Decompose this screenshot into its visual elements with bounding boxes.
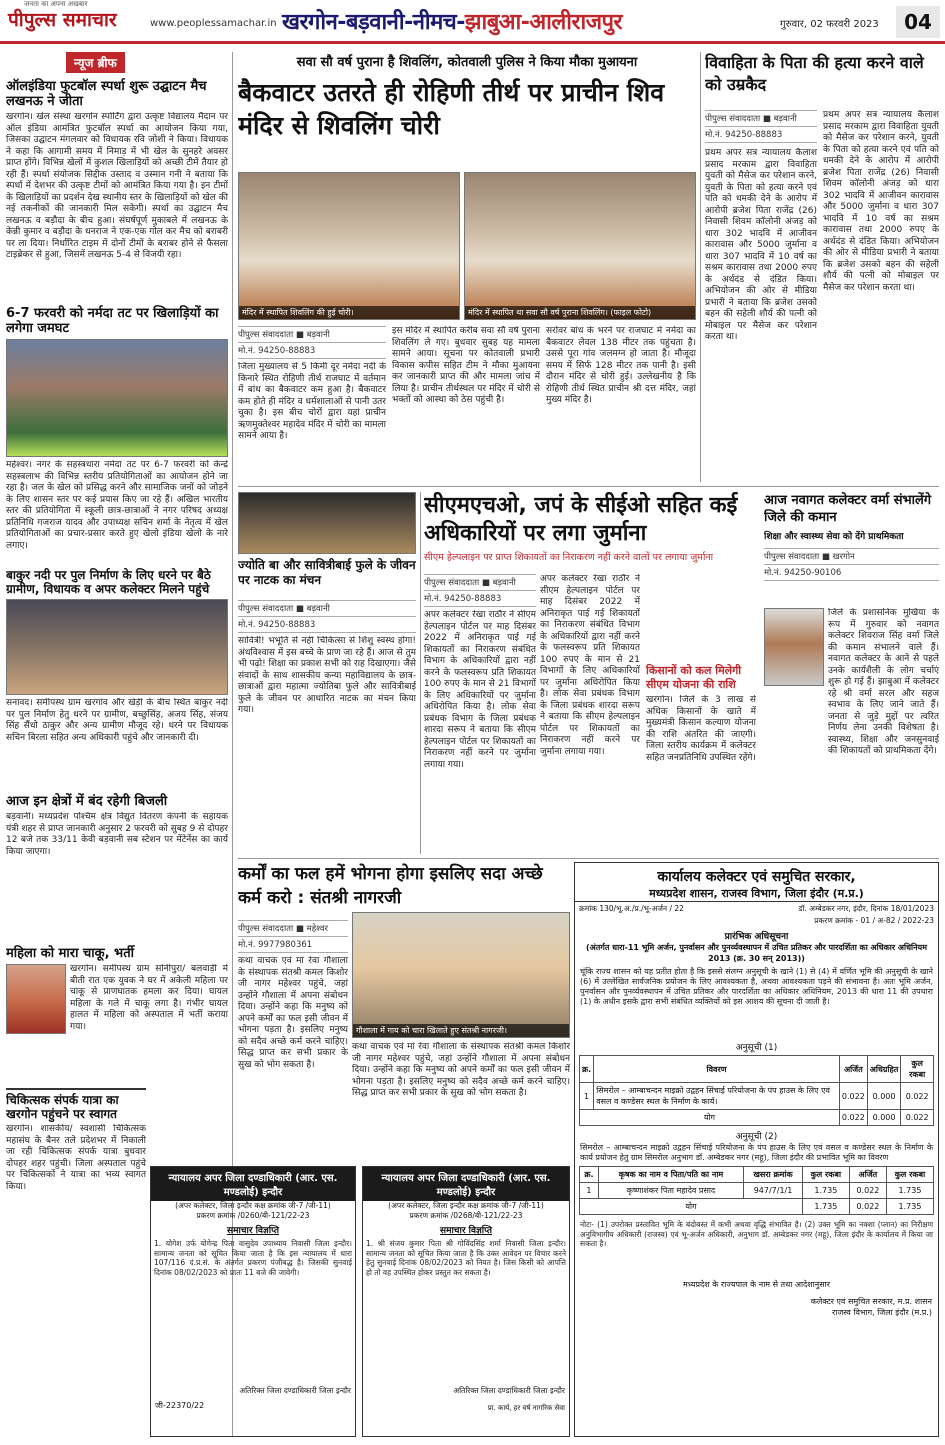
schedule-1-title: अनुसूची (1) <box>735 1043 778 1053</box>
schedule-2-title: अनुसूची (2) <box>735 1132 778 1142</box>
court-notice-1-heading: समाचार विज्ञप्ति <box>227 1226 279 1236</box>
shivling-photo-1 <box>238 172 460 320</box>
court-notice-1-case: प्रकरण क्रमांक /0260/बी-121/22-23 <box>196 1211 310 1220</box>
court-notice-1-title: न्यायालय अपर जिला दण्डाधिकारी (आर. एस. मण्डलोई) इन्दौर <box>151 1167 355 1201</box>
photo-caption-2: मंदिर में स्थापित था सवा सौ वर्ष पुराना शिवलिंग। (फाइल फोटो) <box>465 306 695 319</box>
page-number: 04 <box>896 6 940 38</box>
lead-story <box>238 52 696 482</box>
lead-body-1: जिला मुख्यालय से 5 किमी दूर नर्मदा नदी के किनारे स्थित रोहिणी तीर्थ राजघाट में वर्तमान में बांध का बैकवाटर कम हुआ है। बैकवाटर कम होते ही मंदिर व धर्मशालाओं से पानी उतर चुका है। इस बीच चोरों द्वारा यहां प्राचीन ऋणमुक्तेश्वर महादेव मंदिर में चोरी का मामला सामने आया है। <box>238 362 386 441</box>
land-acquisition-notice <box>574 862 939 1437</box>
brief-body-1: खरगोन। खेल संस्था खरगोन स्पोर्टिंग द्वारा उत्कृष्ट विद्यालय मैदान पर ऑल इंडिया आमंत्रित फुटबॉल स्पर्धा का आयोजन किया गया, जिसका उद्घाटन मंगलवार को विधायक रवि जोशी ने किया। विधायक ने कहा कि आगामी समय में निमाड़ में भी खेल के सुनहरे अवसर प्राप्त होंगे। विभिन्न खेलों में कुशल खिलाड़ियों को अच्छी टीमें तैयार हो रही हैं। स्पर्धा संयोजक सिद्दीक उस्ताद व उस्मान गनी ने बताया कि स्पर्धा में देशभर की उत्कृष्ट टीमों को आमंत्रित किया गया है। इन टीमों के खिलाड़ियों का प्रदर्शन देख स्थानीय स्तर के खिलाड़ियों को खेल की नई तकनीकों की जानकारी मिल सकेगी। स्पर्धा का उद्घाटन मैच लखनऊ व बड़ौदा के बीच हुआ। संघर्षपूर्ण मुकाबले में लखनऊ के केन्नी कुमार व बड़ौदा के धनराज ने एक-एक गोल कर मैच को बराबरी पर ला दिया। निर्धारित टाइम में दोनों टीमों के बराबर होने से फैसला टाइब्रेकर से हुआ, जिसमें लखनऊ 5-4 से विजयी रहा। <box>6 112 228 260</box>
brief-body-3: सनावद। समीपस्थ ग्राम खरगांव और खेड़ी के बीच स्थित बाकुर नदी पर पुल निर्माण हेतु धरने पर ग्रामीण, बच्छुसिंह, अजय सिंह, संजय सिंह सैंधो ठाकुर और अन्य ग्रामीण मौजूद रहे। धरने पर विधायक सचिन बिरला सहित अन्य अधिकारी पहुंचे और जानकारी दी। <box>6 698 228 743</box>
collector-portrait <box>764 608 824 686</box>
court-notice-2-heading: समाचार विज्ञप्ति <box>440 1226 492 1236</box>
brief-headline-2: 6-7 फरवरी को नर्मदा तट पर खिलाड़ियों का लगेगा जमघट <box>6 306 219 336</box>
fine-byline: पीपुल्स संवाददाता ■ बड़वानी <box>424 574 536 591</box>
court-notice-2-sign: अतिरिक्त जिला दण्डाधिकारी जिला इन्दौर <box>453 1386 565 1395</box>
table-header: क्र. <box>580 1056 594 1083</box>
fine-body: अपर कलेक्टर रेखा राठौर ने सीएम हेल्पलाइन पोर्टल पर माह दिसंबर 2022 में अनिराकृत पाई गई शिकायतों का निराकरण संबंधित विभाग के अधिकारियों द्वारा नहीं करने के फलस्वरूप प्रति शिकायत 100 रुपए के मान से 21 विभागों के लिए अधिकारियों पर जुर्माना अधिरोपित किया है। लोक सेवा प्रबंधक विभाग के जिला प्रबंधक शारदा सरूप ने बताया कि सीएम हेल्पलाइन पोर्टल पर शिकायतों का निराकरण नहीं करने पर जुर्माना लगाया गया। <box>424 610 536 770</box>
court-notice-2-body: 1. श्री संजय कुमार पिता श्री गोविंदसिंह शर्मा निवासी जिला इन्दौर। सामान्य जनता को सूचित किया जाता है कि उक्त आवेदन पर विचार करने हेतु सुनवाई दिनांक 08/02/2023 को नियत है। जिस किसी को आपत्ति हो तो वह उपस्थित होकर प्रस्तुत कर सकता है। <box>366 1239 566 1277</box>
section-divider <box>238 486 939 487</box>
brief-headline-3: बाकुर नदी पर पुल निर्माण के लिए धरने पर बैठे ग्रामीण, विधायक व अपर कलेक्टर मिलने पहुंचे <box>6 568 211 596</box>
brief-body-2: महेश्वर। नगर के सहस्त्रधारा नर्मदा तट पर 6-7 फरवरी को केन्द्रे सहस्त्रलाभ की विभिन्न स्तरीय प्रतियोगिताओं का आयोजन होने जा रहा है। जल के खेल को प्रसिद्ध करने और सामाजिक जनों को जोड़ने के लिए शासन स्तर पर कई प्रयास किए जा रहे हैं। अखिल भारतीय स्तर की प्रतियोगिता में स्कूली छात्र-छात्राओं ने नगर परिषद अध्यक्ष प्रतिनिधि गजराज यादव और उपाध्यक्ष सचिन शर्मा के नेतृत्व में खेल प्रतियोगिताओं का प्रचार-प्रसार करते हुए खेलो इंडिया खेलो के नारे लगाए। <box>6 460 228 551</box>
collector-headline: आज नवागत कलेक्टर वर्मा संभालेंगे जिले की कमान <box>764 493 932 525</box>
murder-story <box>705 52 939 482</box>
saint-photo-caption: गौशाला में गाय को चारा खिलाते हुए संतश्री नागरजी। <box>353 1024 569 1037</box>
lead-mobile: मो.नं. 94250-88883 <box>238 343 386 359</box>
lead-body-3: सरोवर बांध के भरने पर राजघाट में नर्मदा का बैकवाटर लेवल 138 मीटर तक पहुंचता है। उससे पूरा गांव जलमग्न हो जाता है। मौजूदा समय में सिर्फ 128 मीटर तक पानी है। इसी दौरान मंदिर से चोरी हुई। उल्लेखनीय है कि रोहिणी तीर्थ स्थित प्राचीन श्री दत्त मंदिर, जहां मुख्य मंदिर है। <box>546 326 696 405</box>
notice-subtext: (अंतर्गत धारा-11 भूमि अर्जन, पुनर्वासन और पुनर्व्यवस्थापन में उचित प्रतिकर और पारदर्शिता का अधिकार अधिनियम 2013 (क्र. 30 सन् 2013)) <box>586 943 927 963</box>
brief-headline-4: आज इन क्षेत्रों में बंद रहेगी बिजली <box>6 794 168 809</box>
drama-mobile: मो.नं. 94250-88883 <box>238 617 416 633</box>
court-notice-2-stamp: प्रा. कार्य, हर वर्ष नागरिक सेवा <box>487 1404 565 1412</box>
notice-case-number: प्रकरण क्रमांक - 01 / अ-82 / 2022-23 <box>814 916 934 925</box>
photo-caption-1: मंदिर में स्थापित शिवलिंग की हुई चोरी। <box>239 306 459 319</box>
website-link[interactable]: www.peoplessamachar.in <box>150 18 277 29</box>
lead-byline: पीपुल्स संवाददाता ■ बड़वानी <box>238 326 386 343</box>
murder-headline: विवाहिता के पिता की हत्या करने वाले को उम्रकैद <box>705 53 924 94</box>
notice-footer: मध्यप्रदेश के राज्यपाल के नाम से तथा आदेशानुसार <box>683 1280 830 1289</box>
collector-mobile: मो.नं. 94250-90106 <box>764 565 939 581</box>
table-header: अर्जित <box>839 1056 867 1083</box>
schedule-2-table: क्र. कृषक का नाम व पिता/पति का नाम खसरा क्रमांक कुल रकबा अर्जित कुल रकबा 1 कृष्णाशंकर पिता महादेव प्रसाद 947/7/1/1 1.735 0.022 1.735 योग 1.735 0.022 1.735 <box>579 1166 934 1215</box>
court-notice-1-sub: (अपर कलेक्टर, जिला इन्दौर कक्ष क्रमांक जी-7 /जी-11) <box>175 1201 331 1210</box>
section-divider <box>238 858 939 859</box>
newspaper-logo: जनता का अपना अखबार पीपुल्स समाचार <box>8 0 117 31</box>
kisan-body: खरगोन। जिले के 3 लाख से अधिक किसानों के खाते में मुख्यमंत्री किसान कल्याण योजना की राशि अंतरित की जाएगी। जिला स्तरीय कार्यक्रम में कलेक्टर सहित जनप्रतिनिधि उपस्थित रहेंगे। <box>646 695 756 763</box>
brief-body-4: बड़वानी। मध्यप्रदेश पश्चिम क्षेत्र विद्युत वितरण कंपनी के सहायक यंत्री शहर से प्राप्त जानकारी अनुसार 2 फरवरी को सुबह 9 से दोपहर 12 बजे तक 33/11 केवी बड़वानी सब स्टेशन पर मेंटेनेंस का कार्य किया जाएगा। <box>6 812 228 857</box>
table-total-row: योग 1.735 0.022 1.735 <box>580 1199 934 1215</box>
court-notice-2-sub: (अपर कलेक्टर, जिला इन्दौर कक्ष क्रमांक जी-7 /जी-11) <box>388 1201 544 1210</box>
court-notice-1-body: 1. योगेश उर्फ योगेन्द्र पिता वासुदेव उपाध्याय निवासी जिला इन्दौर। सामान्य जनता को सूचित किया जाता है कि इस न्यायालय में धारा 107/116 दं.प्र.सं. के अंतर्गत प्रकरण पंजीबद्ध है। जिसकी सुनवाई दिनांक 08/02/2023 को प्रातः 11 बजे की जावेगी। <box>154 1239 352 1277</box>
table-row: 1 सिमरोल – आम्बाचन्दन माइक्रो उद्वहन सिंचाई परियोजना के पंप हाउस के लिए एवं वसल व कण्डेसर स्थल के निर्माण के कार्य। 0.022 0.000 0.022 <box>580 1083 934 1110</box>
notice-date: डॉ. अम्बेडकर नगर, इंदौर, दिनांक 18/01/2023 <box>798 904 934 913</box>
notice-sign-2: राजस्व विभाग, जिला इंदौर (म.प्र.) <box>832 1308 932 1317</box>
table-header: विवरण <box>594 1056 840 1083</box>
saint-body-cont: कथा वाचक एवं मां रेवा गौशाला के संस्थापक संतश्री कमल किशोर जी नागर महेश्वर पहुंचे, जहां उन्होंने गौशाला में अपना संबोधन दिया। उन्होंने कहा कि मनुष्य को अपने कर्मों का फल इसी जीवन में भोगना पड़ता है। इसलिए मनुष्य को सदैव अच्छे कर्म करने चाहिए। सिद्ध प्राप्त कर सभी प्रकार के सुख को भोग सकता है। <box>352 1042 570 1098</box>
table-header: कुल रकबा <box>901 1056 934 1083</box>
lead-headline: बैकवाटर उतरते ही रोहिणी तीर्थ पर प्राचीन शिव मंदिर से शिवलिंग चोरी <box>238 78 665 140</box>
saint-cow-photo <box>352 912 570 1038</box>
brief-headline-6: चिकित्सक संपर्क यात्रा का खरगोन पहुंचने पर स्वागत <box>6 1088 146 1121</box>
court-notice-1-code: जी-22370/22 <box>155 1401 205 1410</box>
court-notice-2-title: न्यायालय अपर जिला दण्डाधिकारी (आर. एस. मण्डलोई) इन्दौर <box>363 1167 569 1201</box>
edition-title: खरगोन-बड़वानी-नीमच-झाबुआ-आलीराजपुर <box>282 10 623 35</box>
brief-body-5: खरगोन। समीपस्थ ग्राम सोनीपुरा/ बलवाड़ी में बीती रात एक युवक ने घर में अकेली महिला पर चाकू से प्राणघातक हमला कर दिया। घायल महिला के गले में चाकू लगा है। गंभीर घायल हालत में महिला को अस्पताल में भर्ती कराया गया। <box>70 964 228 1032</box>
logo-tagline: जनता का अपना अखबार <box>24 0 88 8</box>
column-divider <box>700 52 701 482</box>
notice-subhead: प्रारंभिक अधिसूचना <box>724 932 789 942</box>
court-notice-2 <box>362 1166 570 1437</box>
collector-body: जिले के प्रशासनिक मुखिया के रूप में गुरुवार को नवागत कलेक्टर शिवराज सिंह वर्मा जिले की कमान संभालने वाले हैं। नवागत कलेक्टर के आने से पहले उनके कार्यशैली के लोग चर्चाएं शुरू हो गई हैं। झाबुआ में कलेक्टर रहे श्री वर्मा सरल और सहज स्वभाव के लिए जाने जाते हैं। जनता से जुड़े मुद्दों पर त्वरित निर्णय लेना उनकी विशेषता है। स्वास्थ्य, शिक्षा और जनसुनवाई की शिकायतों को प्राथमिकता देंगे। <box>828 608 939 756</box>
lead-kicker: सवा सौ वर्ष पुराना है शिवलिंग, कोतवाली पुलिस ने किया मौका मुआयना <box>296 55 638 70</box>
masthead <box>0 0 945 44</box>
notice-ref: क्रमांक 130/भू.अ./प्र./भू-अर्जन / 22 <box>579 904 684 913</box>
saint-body: कथा वाचक एवं मां रेवा गौशाला के संस्थापक संतश्री कमल किशोर जी नागर महेश्वर पहुंचे, जहां उन्होंने गौशाला में अपना संबोधन दिया। उन्होंने कहा कि मनुष्य को अपने कर्मों का फल इसी जीवन में भोगना पड़ता है। इसलिए मनुष्य को सदैव अच्छे कर्म करने चाहिए। सिद्ध प्राप्त कर सभी प्रकार के सुख को भोग सकता है। <box>238 956 348 1070</box>
murder-body: प्रथम अपर सत्र न्यायालय कैलाश प्रसाद मरकाम द्वारा विवाहिता युवती को मैसेज कर परेशान करने, युवती के पिता को हत्या करने एवं पति को धमकी देने के आरोप में आरोपी ब्रजेश पिता राजेंद्र (26) निवासी शिवम कॉलोनी अंजड़ को धारा 302 भादवि में आजीवन कारावास और 5000 जुर्माना व धारा 307 भादवि में 10 वर्ष का सश्रम कारावास तथा 2000 रुपए के अर्थदंड से दंडित किया। अभियोजन की ओर से मीडिया प्रभारी ने बताया कि ब्रजेश उसको बहन की सहेली शौर्य की पत्नी को मोबाइल पर मैसेज कर परेशान करता था। <box>705 148 817 342</box>
murder-body-cont: प्रथम अपर सत्र न्यायालय कैलाश प्रसाद मरकाम द्वारा विवाहिता युवती को मैसेज कर परेशान करने, युवती के पिता को हत्या करने एवं पति को धमकी देने के आरोप में आरोपी ब्रजेश पिता राजेंद्र (26) निवासी शिवम कॉलोनी अंजड़ को धारा 302 भादवि में आजीवन कारावास और 5000 जुर्माना व धारा 307 भादवि में 10 वर्ष का सश्रम कारावास तथा 2000 रुपए के अर्थदंड से दंडित किया। अभियोजन की ओर से मीडिया प्रभारी ने बताया कि ब्रजेश उसको बहन की सहेली शौर्य की पत्नी को मोबाइल पर मैसेज कर परेशान करता था। <box>823 110 939 293</box>
notice-title-1: कार्यालय कलेक्टर एवं समुचित सरकार, <box>657 869 856 885</box>
saint-mobile: मो.नं. 9977980361 <box>238 937 348 953</box>
court-notice-2-case: प्रकरण क्रमांक /0268/बी-121/22-23 <box>409 1211 523 1220</box>
fine-mobile: मो.नं. 94250-88883 <box>424 591 536 607</box>
students-photo <box>6 339 228 457</box>
injured-woman-photo <box>6 964 66 1034</box>
drama-photo <box>238 492 416 554</box>
notice-body: चूंकि राज्य शासन को यह प्रतीत होता है कि इससे संलग्न अनुसूची के खाने (1) से (4) में वर्णित भूमि की अनुसूची के खाने (6) में उल्लेखित सार्वजनिक प्रयोजन के लिए आवश्यकता है, अथवा आवश्यकता पड़ने की संभावना है। अतः भूमि अर्जन, पुनर्वासन और पुनर्व्यवस्थापन में उचित प्रतिकर और पारदर्शिता का अधिकार अधिनियम, 2013 की धारा 11 की उपधारा (1) के अधीन इसके द्वारा सभी संबंधित व्यक्तियों को इस आशय की सूचना दी जाती है। <box>580 967 933 1006</box>
collector-story <box>764 492 939 854</box>
notice-title-2: मध्यप्रदेश शासन, राजस्व विभाग, जिला इंदौर (म.प्र.) <box>649 887 864 900</box>
murder-mobile: मो.नं. 94250-88883 <box>705 127 817 143</box>
lead-body-2: इस मंदिर में स्थापित करीब सवा सौ वर्ष पुराना शिवलिंग ले गए। बुधवार सुबह यह मामला सामने आया। सूचना पर कोतवाली प्रभारी विकास कपीस सहित टीम ने मौका मुआयना कर जानकारी प्राप्त की और मामला जांच में लिया है। प्राचीन तीर्थस्थल पर मंदिर में चोरी से भक्तों को आस्था को ठेस पहुंची है। <box>392 326 540 405</box>
fine-story <box>424 492 756 854</box>
murder-byline: पीपुल्स संवाददाता ■ बड़वानी <box>705 110 817 127</box>
brief-body-6: खरगोन। शासकीय/ स्वशासी चिकित्सक महासंघ के बैनर तले प्रदेशभर में निकाली जा रही चिकित्सक संपर्क यात्रा बुधवार दोपहर शहर पहुंची। जिला अस्पताल पहुंचे पर चिकित्सकों ने यात्रा का भव्य स्वागत किया। <box>6 1124 146 1192</box>
saint-story <box>238 862 570 1162</box>
protest-photo <box>6 599 228 695</box>
fine-headline: सीएमएचओ, जपं के सीईओ सहित कई अधिकारियों पर लगा जुर्माना <box>424 493 738 546</box>
drama-byline: पीपुल्स संवाददाता ■ बड़वानी <box>238 600 416 617</box>
collector-subhead: शिक्षा और स्वास्थ्य सेवा को देंगे प्राथमिकता <box>764 532 904 542</box>
drama-body: सावित्री! भभूति से नहीं चिकित्सा से शिशु स्वस्थ होगा! अंधविश्वास में इस बच्चे के प्राण जा रहे हैं। आज से तुम भी पढ़ो! शिक्षा का प्रकाश सभी को राह दिखाएगा। जैसे संवादों के साथ शासकीय कन्या महाविद्यालय के छात्र-छात्राओं द्वारा महात्मा ज्योतिबा फुले और सावित्रीबाई फुले के जीवन पर आधारित नाटक का मंचन किया गया। <box>238 636 416 715</box>
column-divider <box>420 492 421 854</box>
court-notice-1-sign: अतिरिक्त जिला दण्डाधिकारी जिला इन्दौर <box>239 1386 351 1395</box>
brief-headline-1: ऑलइंडिया फुटबॉल स्पर्धा शुरू उद्घाटन मैच लखनऊ ने जीता <box>6 79 207 109</box>
collector-byline: पीपुल्स संवाददाता ■ खरगोन <box>764 548 939 565</box>
kisan-headline: किसानों को कल मिलेगी सीएम योजना की राशि <box>646 664 742 691</box>
saint-byline: पीपुल्स संवाददाता ■ महेश्वर <box>238 920 348 937</box>
news-brief-tag: न्यूज ब्रीफ <box>66 52 125 73</box>
schedule-2-text: सिमरोल – आम्बाचन्दन माइक्रो उद्वहन सिंचाई परियोजना के पंप हाउस के लिए एवं वसल व कण्डेसर स्थल के निर्माण के कार्य प्रयोजन हेतु ग्राम सिमरोल अनुभाग डॉ. अम्बेडकर नगर (महू), जिला इंदौर की प्रभावित भूमि का विवरण <box>580 1143 933 1162</box>
schedule-1-table <box>579 1055 934 1126</box>
issue-date: गुरुवार, 02 फरवरी 2023 <box>780 19 879 30</box>
table-row: 1 कृष्णाशंकर पिता महादेव प्रसाद 947/7/1/1 1.735 0.022 1.735 <box>580 1183 934 1199</box>
brief-headline-5: महिला को मारा चाकू, भर्ती <box>6 946 134 961</box>
notice-note: नोटः- (1) उपरोक्त प्रस्तावित भूमि के बंदोबस्त में कभी अथवा वृद्धि संभावित है। (2) उक्त भूमि का नक्शा (प्लान) का निरीक्षण अनुविभागीय अधिकारी (राजस्व) एवं भू-अर्जन अधिकारी, अनुभाग डॉ. अम्बेडकर नगर (महू), जिला इंदौर के कार्यालय में किया जा सकता है। <box>580 1220 933 1248</box>
table-header: अधिग्रहित <box>867 1056 901 1083</box>
fine-subhead: सीएम हेल्पलाइन पर प्राप्त शिकायतों का निराकरण नहीं करने वालों पर लगाया जुर्माना <box>424 552 714 563</box>
table-total-row: योग 0.022 0.000 0.022 <box>580 1110 934 1126</box>
drama-headline: ज्योति बा और सावित्रीबाई फुले के जीवन पर नाटक का मंचन <box>238 558 416 587</box>
fine-body-cont: अपर कलेक्टर रेखा राठौर ने सीएम हेल्पलाइन पोर्टल पर माह दिसंबर 2022 में अनिराकृत पाई गई शिकायतों का निराकरण संबंधित विभाग के अधिकारियों द्वारा नहीं करने के फलस्वरूप प्रति शिकायत 100 रुपए के मान से 21 विभागों के लिए अधिकारियों पर जुर्माना अधिरोपित किया है। लोक सेवा प्रबंधक विभाग के जिला प्रबंधक शारदा सरूप ने बताया कि सीएम हेल्पलाइन पोर्टल पर शिकायतों का निराकरण नहीं करने पर जुर्माना लगाया गया। <box>540 574 640 757</box>
court-notice-1 <box>150 1166 356 1437</box>
saint-headline: कर्मों का फल हमें भोगना होगा इसलिए सदा अच्छे कर्म करो : संतश्री नागरजी <box>238 864 543 908</box>
drama-story <box>238 492 416 854</box>
notice-sign-1: कलेक्टर एवं समुचित सरकार, म.प्र. शासन <box>810 1297 932 1306</box>
shivling-photo-2 <box>464 172 696 320</box>
